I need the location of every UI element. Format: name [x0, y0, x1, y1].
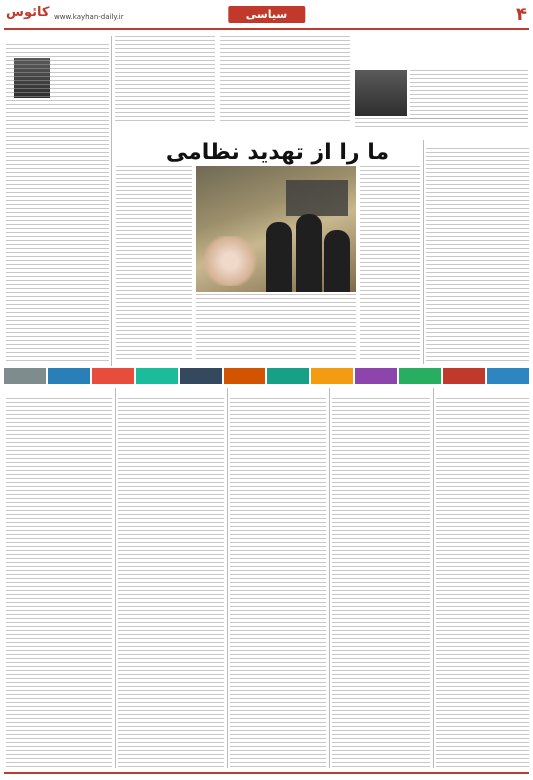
column-rule [227, 388, 228, 768]
article-top-right-body [355, 118, 528, 130]
lower-column-4 [118, 398, 224, 768]
lower-column-1 [436, 398, 529, 768]
ad-block[interactable] [4, 368, 46, 384]
lead-article-body [116, 166, 192, 362]
column-rule [111, 36, 112, 366]
column-rule [115, 388, 116, 768]
news-photo-top-right [355, 70, 407, 116]
lower-column-5 [6, 398, 112, 768]
lead-headline: ما را از تهدید نظامی [165, 140, 390, 165]
ad-block[interactable] [443, 368, 485, 384]
footer-rule [4, 772, 529, 774]
ad-block[interactable] [311, 368, 353, 384]
newspaper-logo: کائوس [6, 5, 50, 20]
advertisement-strip[interactable] [4, 368, 529, 384]
ad-block[interactable] [355, 368, 397, 384]
lead-article-body [360, 166, 420, 362]
column-rule [423, 140, 424, 364]
page-number: ۴ [516, 4, 527, 25]
article-top-center-body [220, 36, 350, 122]
ad-block[interactable] [224, 368, 266, 384]
article-top-right-body [410, 70, 528, 120]
right-column-body [426, 148, 529, 362]
lower-column-2 [332, 398, 430, 768]
column-left-body [6, 44, 109, 364]
ad-block[interactable] [180, 368, 222, 384]
ad-block[interactable] [136, 368, 178, 384]
ad-block[interactable] [48, 368, 90, 384]
lead-article-body [196, 294, 356, 362]
column-rule [329, 388, 330, 768]
page-header [4, 4, 529, 30]
section-tag: سیاسی [228, 6, 305, 23]
ad-block[interactable] [267, 368, 309, 384]
column-rule [433, 388, 434, 768]
lower-column-3 [230, 398, 326, 768]
ad-block[interactable] [92, 368, 134, 384]
article-top-center-body [115, 36, 215, 122]
website-url[interactable]: www.kayhan-daily.ir [54, 13, 124, 21]
ad-block[interactable] [487, 368, 529, 384]
ad-block[interactable] [399, 368, 441, 384]
lead-photo [196, 166, 356, 292]
